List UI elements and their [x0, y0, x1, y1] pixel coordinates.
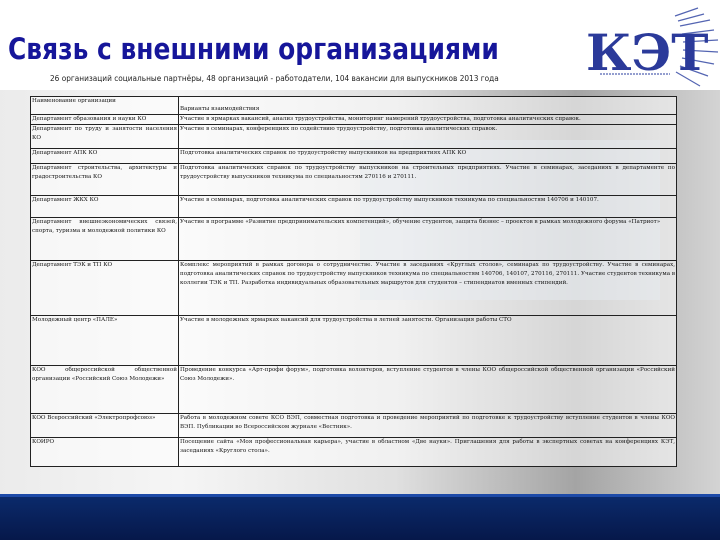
table-row [31, 125, 677, 149]
footer-band [0, 497, 720, 540]
table-row [31, 414, 677, 438]
header-organization: Наименование организации [31, 97, 179, 115]
table-row [31, 261, 677, 316]
org-name: КОО общероссийской общественной организации «Российский Союз Молодежи» [31, 366, 179, 414]
org-name: Департамент по труду и занятости населения КО [31, 125, 179, 149]
table-row [31, 366, 677, 414]
table-row [31, 438, 677, 467]
ket-logo [580, 6, 720, 90]
table-row [31, 316, 677, 366]
org-name: Департамент строительства, архитектуры и градостроительства КО [31, 164, 179, 196]
interaction-text: Подготовка аналитических справок по трудоустройству выпускников на строительных предприятиях. Участие в семинарах, заседаниях в департаменте по трудоустройству выпускников техникума по специальностям 270116 и 270111. [179, 164, 677, 196]
org-name: Департамент образования и науки КО [31, 115, 179, 125]
interaction-text: Посещение сайта «Моя профессиональная карьера», участие в областном «Две науки». Приглашения для работы в экспертных советах на конференциях КЭТ, заседаниях «Круглого стола». [179, 438, 677, 467]
table-row [31, 115, 677, 125]
table-header-row [31, 97, 677, 115]
interaction-text: Проведение конкурса «Арт-профи форум», подготовка волонтеров, вступление студентов в члены КОО общероссийской общественной организации «Российский Союз Молодежи». [179, 366, 677, 414]
table-row [31, 149, 677, 164]
org-name: КОО Всероссийский «Электропрофсоюз» [31, 414, 179, 438]
interaction-text: Участие в молодежных ярмарках вакансий для трудоустройства в летней занятости. Организация работы СТО [179, 316, 677, 366]
interaction-text: Подготовка аналитических справок по трудоустройству выпускников на предприятиях АПК КО [179, 149, 677, 164]
organizations-table [30, 96, 677, 467]
header-interaction: Варианты взаимодействия [179, 97, 677, 115]
interaction-text: Работа в молодежном совете КСО ВЭП, совместная подготовка и проведение мероприятий по подготовке к трудоустройству вступление студентов в члены КОО ВЭП. Публикации во Всероссийском журнале «Вестник». [179, 414, 677, 438]
interaction-text: Участие в семинарах, подготовка аналитических справок по трудоустройству выпускников техникума по специальностям 140706 и 140107. [179, 196, 677, 218]
org-name: Департамент внешнеэкономических связей, спорта, туризма и молодежной политики КО [31, 218, 179, 261]
subtitle: 26 организаций социальные партнёры, 48 организаций - работодатели, 104 вакансии для выпускников 2013 года [50, 74, 499, 83]
interaction-text: Участие в ярмарках вакансий, анализ трудоустройства, мониторинг намерений трудоустройства, подготовка аналитических справок. [179, 115, 677, 125]
interaction-text: Комплекс мероприятий в рамках договора о сотрудничестве. Участие в заседаниях «Круглых столов», семинарах по трудоустройству. Участие в семинарах, подготовка аналитических справок по трудоустройству выпускников техникума по специальностям 140706, 140107, 270116, 270111. Участие студентов техникума в коллегии ТЭК и ТП. Разработка индивидуальных образовательных маршрутов для студентов – стипендиатов именных стипендий. [179, 261, 677, 316]
org-name: Молодежный центр «ПАЛЕ» [31, 316, 179, 366]
table-row [31, 218, 677, 261]
table-row [31, 164, 677, 196]
page-title: Связь с внешними организациями [8, 32, 499, 66]
org-name: Департамент ЖКХ КО [31, 196, 179, 218]
org-name: КОИРО [31, 438, 179, 467]
interaction-text: Участие в семинарах, конференциях по содействию трудоустройству, подготовка аналитических справок. [179, 125, 677, 149]
org-name: Департамент АПК КО [31, 149, 179, 164]
interaction-text: Участие в программе «Развитие предпринимательских компетенций», обучение студентов, защита бизнес – проектов в рамках молодежного форума «Патриот» [179, 218, 677, 261]
org-name: Департамент ТЭК и ТП КО [31, 261, 179, 316]
svg-text:КЭТ: КЭТ [586, 23, 709, 82]
table-row [31, 196, 677, 218]
